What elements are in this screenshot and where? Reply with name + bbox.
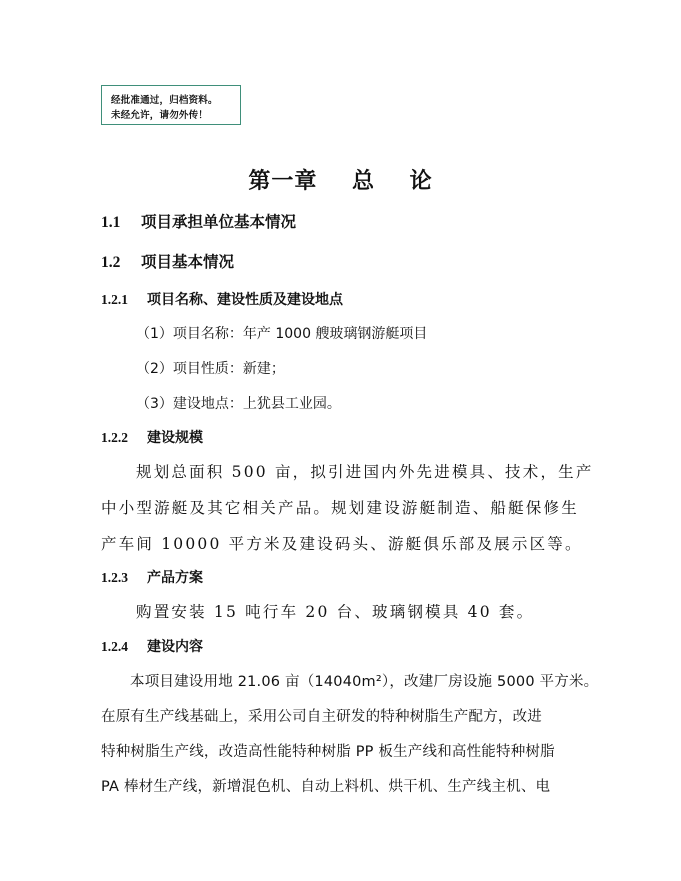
section-title: 建设规模: [147, 430, 203, 446]
notice-line-1: 经批准通过，归档资料。: [111, 95, 218, 106]
subsection-heading-1-2-1: [101, 290, 343, 310]
content-paragraph-line: 特种树脂生产线，改造高性能特种树脂 PP 板生产线和高性能特种树脂: [101, 744, 555, 760]
content-paragraph-line: PA 棒材生产线，新增混色机、自动上料机、烘干机、生产线主机、电: [101, 779, 551, 795]
section-heading-1-1: [101, 211, 296, 234]
section-number: 1.2.3: [101, 570, 128, 585]
list-item: （2）项目性质：新建；: [136, 361, 285, 377]
subsection-heading-1-2-3: [101, 568, 203, 588]
section-title: 项目名称、建设性质及建设地点: [147, 292, 343, 308]
chapter-title: 第一章 总 论: [248, 168, 433, 194]
content-paragraph-line: 本项目建设用地 21.06 亩（14040m²），改建厂房设施 5000 平方米。: [130, 674, 599, 690]
subsection-heading-1-2-4: [101, 637, 203, 657]
section-number: 1.2: [101, 254, 121, 271]
section-number: 1.2.1: [101, 292, 128, 307]
list-item: （1）项目名称：年产 1000 艘玻璃钢游艇项目: [136, 326, 428, 342]
notice-line-2: 未经允许，请勿外传！: [111, 110, 209, 121]
subsection-heading-1-2-2: [101, 428, 203, 448]
section-title: 产品方案: [147, 570, 203, 586]
list-item: （3）建设地点：上犹县工业园。: [136, 396, 341, 412]
archive-notice-stamp: [101, 85, 241, 125]
product-paragraph: 购置安装 15 吨行车 20 台、玻璃钢模具 40 套。: [136, 603, 535, 621]
section-number: 1.2.2: [101, 430, 128, 445]
section-title: 建设内容: [147, 639, 203, 655]
scale-paragraph-line: 产车间 10000 平方米及建设码头、游艇俱乐部及展示区等。: [101, 535, 583, 553]
section-number: 1.2.4: [101, 639, 128, 654]
section-number: 1.1: [101, 214, 121, 231]
content-paragraph-line: 在原有生产线基础上，采用公司自主研发的特种树脂生产配方，改进: [101, 709, 542, 725]
section-title: 项目承担单位基本情况: [141, 213, 297, 231]
scale-paragraph-line: 中小型游艇及其它相关产品。规划建设游艇制造、船艇保修生: [101, 499, 579, 517]
section-title: 项目基本情况: [141, 253, 235, 271]
scale-paragraph-line: 规划总面积 500 亩，拟引进国内外先进模具、技术，生产: [136, 463, 594, 481]
section-heading-1-2: [101, 251, 234, 274]
